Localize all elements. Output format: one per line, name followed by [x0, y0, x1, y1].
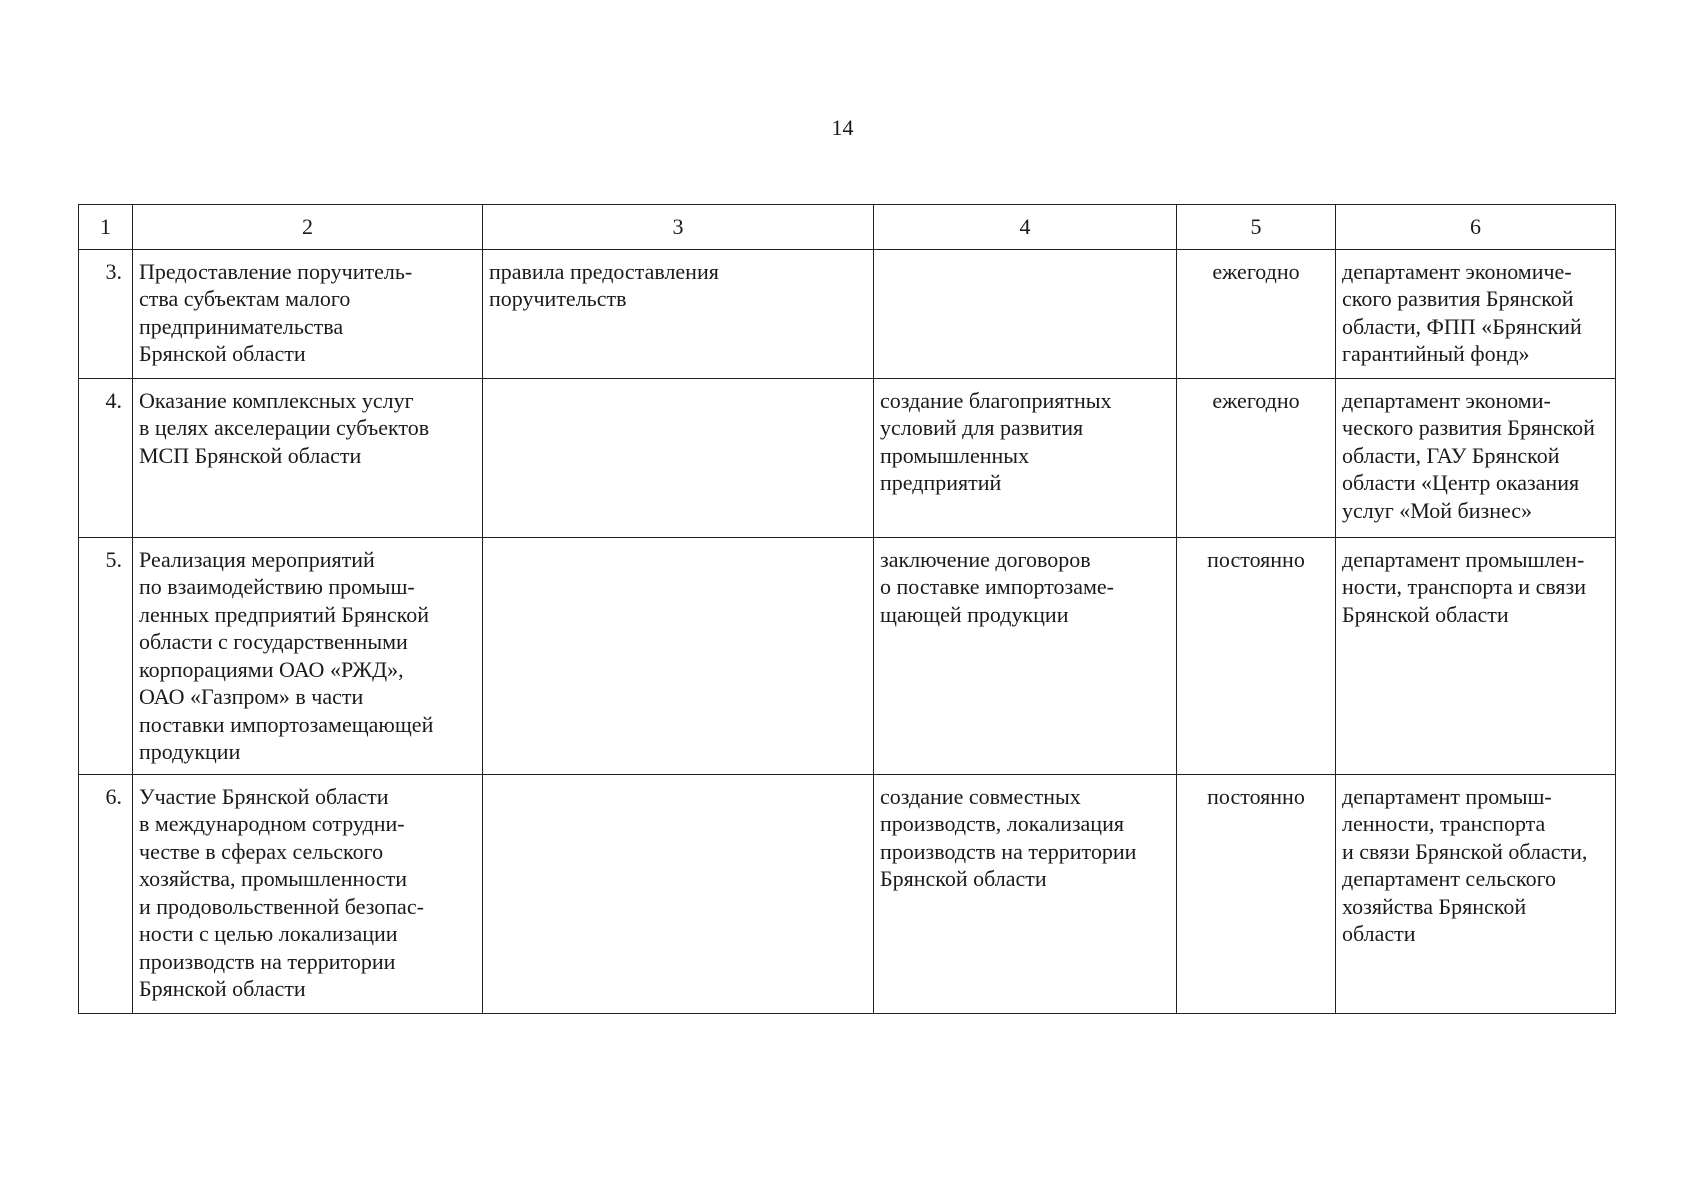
period-cell: ежегодно — [1177, 378, 1336, 537]
table-row — [79, 774, 1616, 1013]
basis-cell — [483, 537, 874, 774]
table-row — [79, 249, 1616, 378]
period-cell: постоянно — [1177, 537, 1336, 774]
activity-cell: Оказание комплексных услуг в целях акселерации субъектов МСП Брянской области — [133, 378, 483, 537]
result-cell: создание благоприятных условий для развития промышленных предприятий — [874, 378, 1177, 537]
basis-cell — [483, 378, 874, 537]
basis-cell — [483, 774, 874, 1013]
header-cell: 6 — [1336, 205, 1616, 250]
activity-cell: Предоставление поручитель- ства субъектам малого предпринимательства Брянской области — [133, 249, 483, 378]
table-row — [79, 378, 1616, 537]
table-row — [79, 537, 1616, 774]
result-cell — [874, 249, 1177, 378]
period-cell: постоянно — [1177, 774, 1336, 1013]
period-cell: ежегодно — [1177, 249, 1336, 378]
header-cell: 1 — [79, 205, 133, 250]
responsible-cell: департамент промыш- ленности, транспорта и связи Брянской области, департамент сельского хозяйства Брянской области — [1336, 774, 1616, 1013]
header-cell: 2 — [133, 205, 483, 250]
row-number-cell: 3. — [79, 249, 133, 378]
row-number-cell: 6. — [79, 774, 133, 1013]
header-cell: 3 — [483, 205, 874, 250]
header-cell: 5 — [1177, 205, 1336, 250]
basis-cell: правила предоставления поручительств — [483, 249, 874, 378]
responsible-cell: департамент экономи- ческого развития Брянской области, ГАУ Брянской области «Центр оказания услуг «Мой бизнес» — [1336, 378, 1616, 537]
row-number-cell: 5. — [79, 537, 133, 774]
row-number-cell: 4. — [79, 378, 133, 537]
activity-cell: Реализация мероприятий по взаимодействию промыш- ленных предприятий Брянской области с государственными корпорациями ОАО «РЖД», ОАО «Газпром» в части поставки импортозамещающей продукции — [133, 537, 483, 774]
header-cell: 4 — [874, 205, 1177, 250]
result-cell: заключение договоров о поставке импортозаме- щающей продукции — [874, 537, 1177, 774]
table-header-row — [79, 205, 1616, 250]
responsible-cell: департамент промышлен- ности, транспорта и связи Брянской области — [1336, 537, 1616, 774]
activity-cell: Участие Брянской области в международном сотрудни- честве в сферах сельского хозяйства, промышленности и продовольственной безопас- ности с целью локализации производств на территории Брянской области — [133, 774, 483, 1013]
result-cell: создание совместных производств, локализация производств на территории Брянской области — [874, 774, 1177, 1013]
page-number: 14 — [831, 115, 854, 140]
measures-table — [78, 204, 1616, 1014]
responsible-cell: департамент экономиче- ского развития Брянской области, ФПП «Брянский гарантийный фонд» — [1336, 249, 1616, 378]
